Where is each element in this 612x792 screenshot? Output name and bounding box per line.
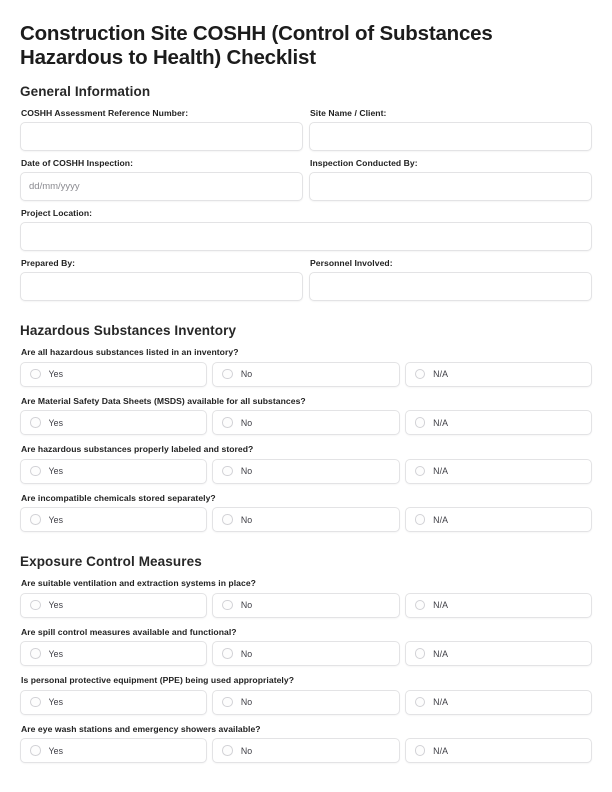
radio-option-label: N/A	[433, 369, 449, 379]
radio-option-yes[interactable]	[20, 362, 207, 387]
field-conducted-by	[309, 158, 592, 201]
radio-option-label: Yes	[48, 369, 64, 379]
radio-option-no[interactable]	[212, 410, 399, 435]
radio-option-label: Yes	[48, 417, 64, 428]
question-block	[20, 347, 592, 387]
radio-option-yes[interactable]	[20, 641, 207, 666]
options-row	[20, 738, 592, 763]
section-heading-hazardous-substances-inventory: Hazardous Substances Inventory	[20, 323, 237, 338]
radio-option-label: No	[240, 745, 253, 756]
radio-option-label: No	[240, 514, 253, 525]
radio-option-yes[interactable]	[20, 738, 207, 763]
radio-option-label: Yes	[48, 697, 64, 707]
question-label: Are Material Safety Data Sheets (MSDS) available for all substances?	[21, 395, 306, 406]
radio-option-no[interactable]	[212, 738, 399, 763]
radio-option-label: N/A	[433, 648, 449, 659]
radio-circle-icon	[222, 369, 233, 380]
radio-option-n-a[interactable]	[405, 507, 592, 532]
radio-option-label: No	[240, 466, 253, 476]
input-prepared-by[interactable]	[20, 272, 303, 301]
radio-option-label: N/A	[433, 417, 449, 428]
radio-option-no[interactable]	[212, 362, 399, 387]
question-label: Is personal protective equipment (PPE) being used appropriately?	[21, 675, 295, 685]
radio-option-label: N/A	[433, 745, 449, 756]
question-list-exposure-control	[20, 578, 592, 763]
radio-option-label: Yes	[48, 466, 64, 476]
radio-option-no[interactable]	[212, 690, 399, 715]
radio-option-label: Yes	[48, 745, 64, 756]
label-prepared-by: Prepared By:	[21, 258, 76, 268]
options-row	[20, 507, 592, 532]
label-site-name: Site Name / Client:	[310, 108, 387, 118]
options-row	[20, 410, 592, 435]
radio-circle-icon	[30, 697, 41, 708]
question-label: Are hazardous substances properly labeled and stored?	[21, 444, 254, 454]
input-site-name[interactable]	[309, 122, 592, 151]
radio-circle-icon	[30, 514, 41, 525]
radio-circle-icon	[415, 369, 426, 380]
radio-circle-icon	[415, 514, 426, 525]
field-row-reference-site	[20, 108, 592, 151]
field-row-project-location	[20, 208, 592, 251]
field-inspection-date	[20, 158, 303, 201]
radio-option-no[interactable]	[212, 641, 399, 666]
field-prepared-by	[20, 258, 303, 301]
radio-circle-icon	[30, 648, 41, 659]
radio-circle-icon	[415, 417, 426, 428]
radio-option-n-a[interactable]	[405, 738, 592, 763]
field-reference-number	[20, 108, 303, 151]
section-general-information	[20, 84, 592, 301]
question-block	[20, 493, 592, 533]
question-block	[20, 675, 592, 715]
radio-option-n-a[interactable]	[405, 362, 592, 387]
radio-circle-icon	[30, 369, 41, 380]
radio-circle-icon	[415, 648, 426, 659]
label-personnel-involved: Personnel Involved:	[310, 258, 393, 268]
input-reference-number[interactable]	[20, 122, 303, 151]
question-label: Are spill control measures available and functional?	[21, 626, 237, 637]
radio-circle-icon	[222, 514, 233, 525]
radio-option-label: N/A	[433, 514, 449, 525]
radio-circle-icon	[415, 466, 426, 477]
radio-option-yes[interactable]	[20, 507, 207, 532]
radio-option-no[interactable]	[212, 459, 399, 484]
radio-circle-icon	[222, 417, 233, 428]
radio-option-label: N/A	[433, 697, 449, 707]
radio-circle-icon	[415, 600, 426, 611]
radio-option-no[interactable]	[212, 507, 399, 532]
radio-option-label: Yes	[48, 514, 64, 525]
label-project-location: Project Location:	[21, 208, 93, 218]
radio-circle-icon	[222, 697, 233, 708]
question-block	[20, 578, 592, 618]
input-project-location[interactable]	[20, 222, 592, 251]
field-row-preparedby-personnel	[20, 258, 592, 301]
radio-option-yes[interactable]	[20, 593, 207, 618]
radio-circle-icon	[30, 417, 41, 428]
radio-option-label: Yes	[48, 648, 64, 659]
radio-circle-icon	[222, 745, 233, 756]
field-row-date-conductedby	[20, 158, 592, 201]
question-block	[20, 444, 592, 484]
radio-circle-icon	[222, 466, 233, 477]
radio-option-n-a[interactable]	[405, 690, 592, 715]
radio-option-n-a[interactable]	[405, 410, 592, 435]
field-site-name	[309, 108, 592, 151]
question-list-hazardous-substances	[20, 347, 592, 532]
question-block	[20, 627, 592, 667]
input-personnel-involved[interactable]	[309, 272, 592, 301]
radio-option-yes[interactable]	[20, 690, 207, 715]
field-personnel-involved	[309, 258, 592, 301]
label-inspection-date: Date of COSHH Inspection:	[21, 158, 134, 168]
question-label: Are incompatible chemicals stored separately?	[21, 492, 216, 503]
radio-circle-icon	[222, 648, 233, 659]
question-block	[20, 396, 592, 436]
radio-option-label: Yes	[48, 600, 64, 610]
options-row	[20, 593, 592, 618]
input-conducted-by[interactable]	[309, 172, 592, 201]
radio-circle-icon	[415, 745, 426, 756]
field-project-location	[20, 208, 592, 251]
radio-circle-icon	[30, 466, 41, 477]
radio-option-label: N/A	[433, 600, 449, 610]
radio-circle-icon	[415, 697, 426, 708]
options-row	[20, 459, 592, 484]
section-exposure-control-measures	[20, 554, 592, 763]
radio-option-yes[interactable]	[20, 459, 207, 484]
label-reference-number: COSHH Assessment Reference Number:	[21, 108, 189, 118]
question-block	[20, 724, 592, 764]
radio-option-label: No	[240, 417, 253, 428]
page-title: Construction Site COSHH (Control of Substances Hazardous to Health) Checklist	[20, 22, 493, 69]
radio-circle-icon	[222, 600, 233, 611]
options-row	[20, 690, 592, 715]
question-label: Are eye wash stations and emergency showers available?	[21, 723, 261, 734]
radio-option-label: No	[240, 600, 253, 610]
radio-option-n-a[interactable]	[405, 641, 592, 666]
question-label: Are all hazardous substances listed in an inventory?	[21, 347, 239, 357]
radio-option-n-a[interactable]	[405, 593, 592, 618]
options-row	[20, 641, 592, 666]
radio-circle-icon	[30, 600, 41, 611]
question-label: Are suitable ventilation and extraction systems in place?	[21, 578, 256, 588]
radio-option-n-a[interactable]	[405, 459, 592, 484]
section-heading-general-information: General Information	[20, 84, 151, 99]
radio-option-label: No	[240, 369, 253, 379]
radio-option-label: No	[240, 697, 253, 707]
options-row	[20, 362, 592, 387]
input-inspection-date[interactable]	[20, 172, 303, 201]
radio-option-label: N/A	[433, 466, 449, 476]
radio-option-no[interactable]	[212, 593, 399, 618]
section-hazardous-substances-inventory	[20, 323, 592, 532]
section-heading-exposure-control-measures: Exposure Control Measures	[20, 554, 202, 569]
radio-circle-icon	[30, 745, 41, 756]
radio-option-label: No	[240, 648, 253, 659]
label-conducted-by: Inspection Conducted By:	[310, 158, 418, 168]
radio-option-yes[interactable]	[20, 410, 207, 435]
